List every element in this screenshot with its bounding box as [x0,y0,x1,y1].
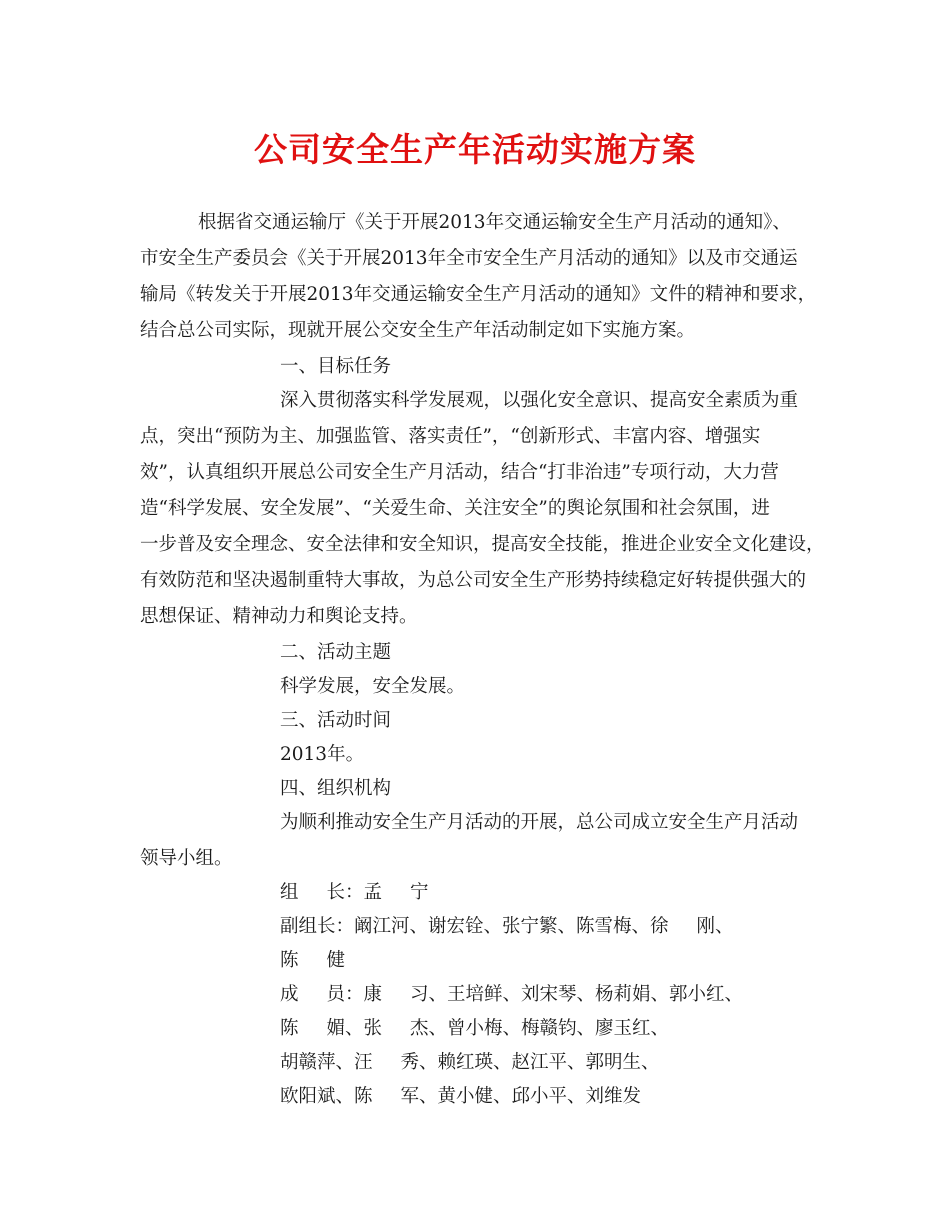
roster-leader [280,880,429,906]
section1-line-1: 深入贯彻落实科学发展观，以强化安全意识、提高安全素质为重 [280,390,799,411]
intro-line-1: 根据省交通运输厅《关于开展2013年交通运输安全生产月活动的通知》、 [198,212,791,233]
roster-member-line-1-b: 员：康 [326,984,383,1005]
section1-heading: 一、目标任务 [280,356,392,377]
section1-line-6: 有效防范和坚决遏制重特大事故，为总公司安全生产形势持续稳定好转提供强大的 [140,570,807,591]
section4-line-2: 领导小组。 [140,848,233,869]
roster-deputy-line-1 [280,914,734,940]
roster-member-line-4 [280,1084,641,1110]
roster-member-line-3-b: 秀、赖红瑛、赵江平、郭明生、 [400,1052,660,1073]
section1-line-7: 思想保证、精神动力和舆论支持。 [140,606,418,627]
section2-heading: 二、活动主题 [280,642,392,663]
roster-member-line-2-a: 陈 [280,1018,299,1039]
roster-leader-label-a: 组 [280,882,299,903]
roster-member-line-2-b: 媚、张 [326,1018,383,1039]
roster-deputy-line-2-a: 陈 [280,950,299,971]
section4-heading: 四、组织机构 [280,778,392,799]
section1-line-3: 效”，认真组织开展总公司安全生产月活动，结合“打非治违”专项行动，大力营 [140,462,779,483]
roster-member-line-4-b: 军、黄小健、邱小平、刘维发 [400,1086,642,1107]
section1-line-4: 造“科学发展、安全发展”、“关爱生命、关注安全”的舆论氛围和社会氛围，进 [140,498,770,519]
roster-deputy-line-2-b: 健 [326,950,346,971]
roster-leader-label-b: 长：孟 [326,882,383,903]
roster-deputy-line-1-a: 副组长：阚江河、谢宏铨、张宁繁、陈雪梅、徐 [280,916,669,937]
roster-deputy-line-2 [280,948,345,974]
roster-leader-name-end: 宁 [410,882,429,903]
section3-text: 2013年。 [280,744,365,765]
intro-line-3: 输局《转发关于开展2013年交通运输安全生产月活动的通知》文件的精神和要求， [140,284,817,305]
roster-member-line-3 [280,1050,660,1076]
section3-heading: 三、活动时间 [280,710,392,731]
intro-line-4: 结合总公司实际，现就开展公交安全生产年活动制定如下实施方案。 [140,320,696,341]
intro-line-2: 市安全生产委员会《关于开展2013年全市安全生产月活动的通知》以及市交通运 [140,248,798,269]
roster-member-line-2 [280,1016,669,1042]
roster-member-line-1 [280,982,743,1008]
section1-line-2: 点，突出“预防为主、加强监管、落实责任”，“创新形式、丰富内容、增强实 [140,426,761,447]
section2-text: 科学发展，安全发展。 [280,676,466,697]
document-title: 公司安全生产年活动实施方案 [254,130,696,169]
roster-deputy-line-1-b: 刚、 [696,916,734,937]
roster-member-line-2-c: 杰、曾小梅、梅赣钧、廖玉红、 [410,1018,670,1039]
section4-line-1: 为顺利推动安全生产月活动的开展，总公司成立安全生产月活动 [280,812,799,833]
roster-member-line-1-a: 成 [280,984,299,1005]
section1-line-5: 一步普及安全理念、安全法律和安全知识，提高安全技能，推进企业安全文化建设， [140,534,825,555]
roster-member-line-1-c: 习、王培鲜、刘宋琴、杨莉娟、郭小红、 [410,984,744,1005]
roster-member-line-3-a: 胡赣萍、汪 [280,1052,373,1073]
roster-member-line-4-a: 欧阳斌、陈 [280,1086,373,1107]
